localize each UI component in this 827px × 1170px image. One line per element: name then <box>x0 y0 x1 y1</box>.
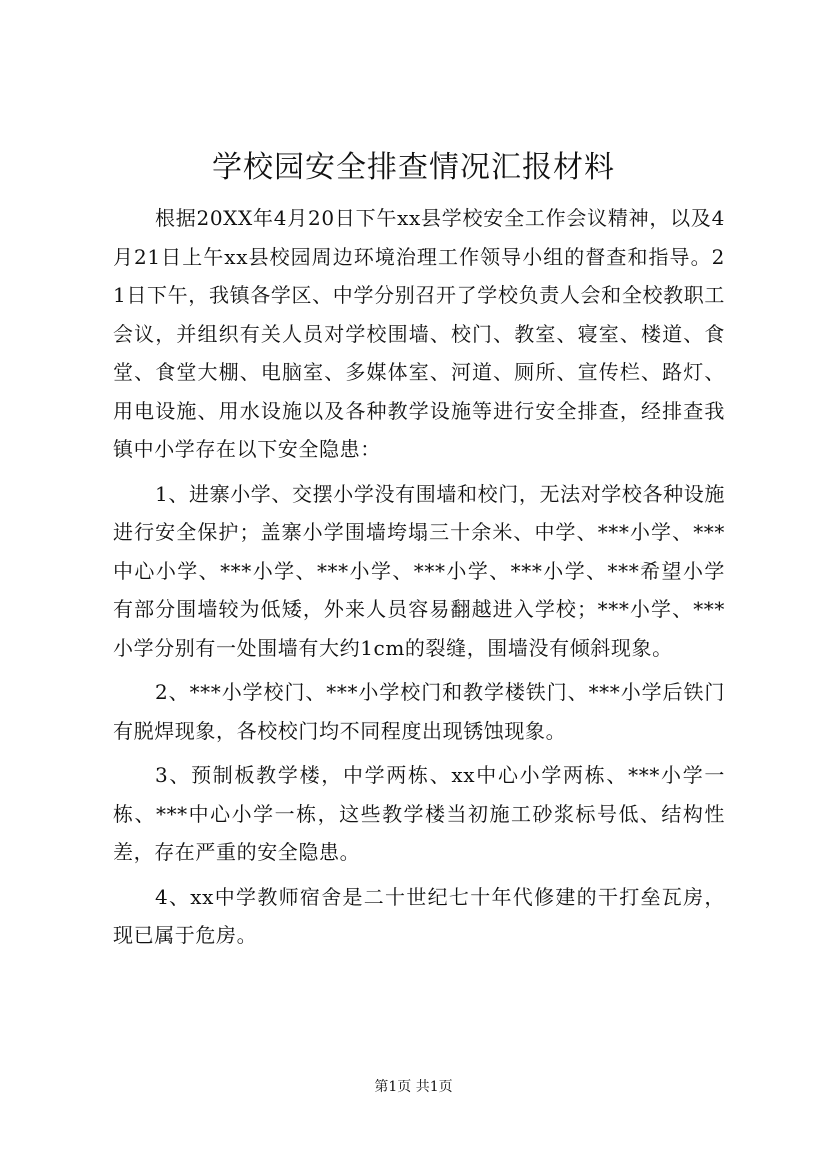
document-title: 学校园安全排查情况汇报材料 <box>212 150 615 185</box>
paragraph-item-2: 2、***小学校门、***小学校门和教学楼铁门、***小学后铁门有脱焊现象，各校校门均不同程度出现锈蚀现象。 <box>113 680 725 743</box>
paragraph-intro: 根据20XX年4月20日下午xx县学校安全工作会议精神，以及4月21日上午xx县校园周边环境治理工作领导小组的督查和指导。21日下午，我镇各学区、中学分别召开了学校负责人会和全校教职工会议，并组织有关人员对学校围墙、校门、教室、寝室、楼道、食堂、食堂大棚、电脑室、多媒体室、河道、厕所、宣传栏、路灯、用电设施、用水设施以及各种教学设施等进行安全排查，经排查我镇中小学存在以下安全隐患： <box>113 206 725 461</box>
paragraph-item-1: 1、进寨小学、交摆小学没有围墙和校门，无法对学校各种设施进行安全保护；盖寨小学围墙垮塌三十余米、中学、***小学、***中心小学、***小学、***小学、***小学、***小学、***希望小学有部分围墙较为低矮，外来人员容易翻越进入学校；***小学、***小学分别有一处围墙有大约1cm的裂缝，围墙没有倾斜现象。 <box>113 481 725 660</box>
document-body <box>113 199 725 961</box>
paragraph-item-3: 3、预制板教学楼，中学两栋、xx中心小学两栋、***小学一栋、***中心小学一栋，这些教学楼当初施工砂浆标号低、结构性差，存在严重的安全隐患。 <box>113 763 725 864</box>
paragraph-item-4: 4、xx中学教师宿舍是二十世纪七十年代修建的干打垒瓦房，现已属于危房。 <box>113 884 725 947</box>
page-footer: 第1页 共1页 <box>374 1079 453 1095</box>
